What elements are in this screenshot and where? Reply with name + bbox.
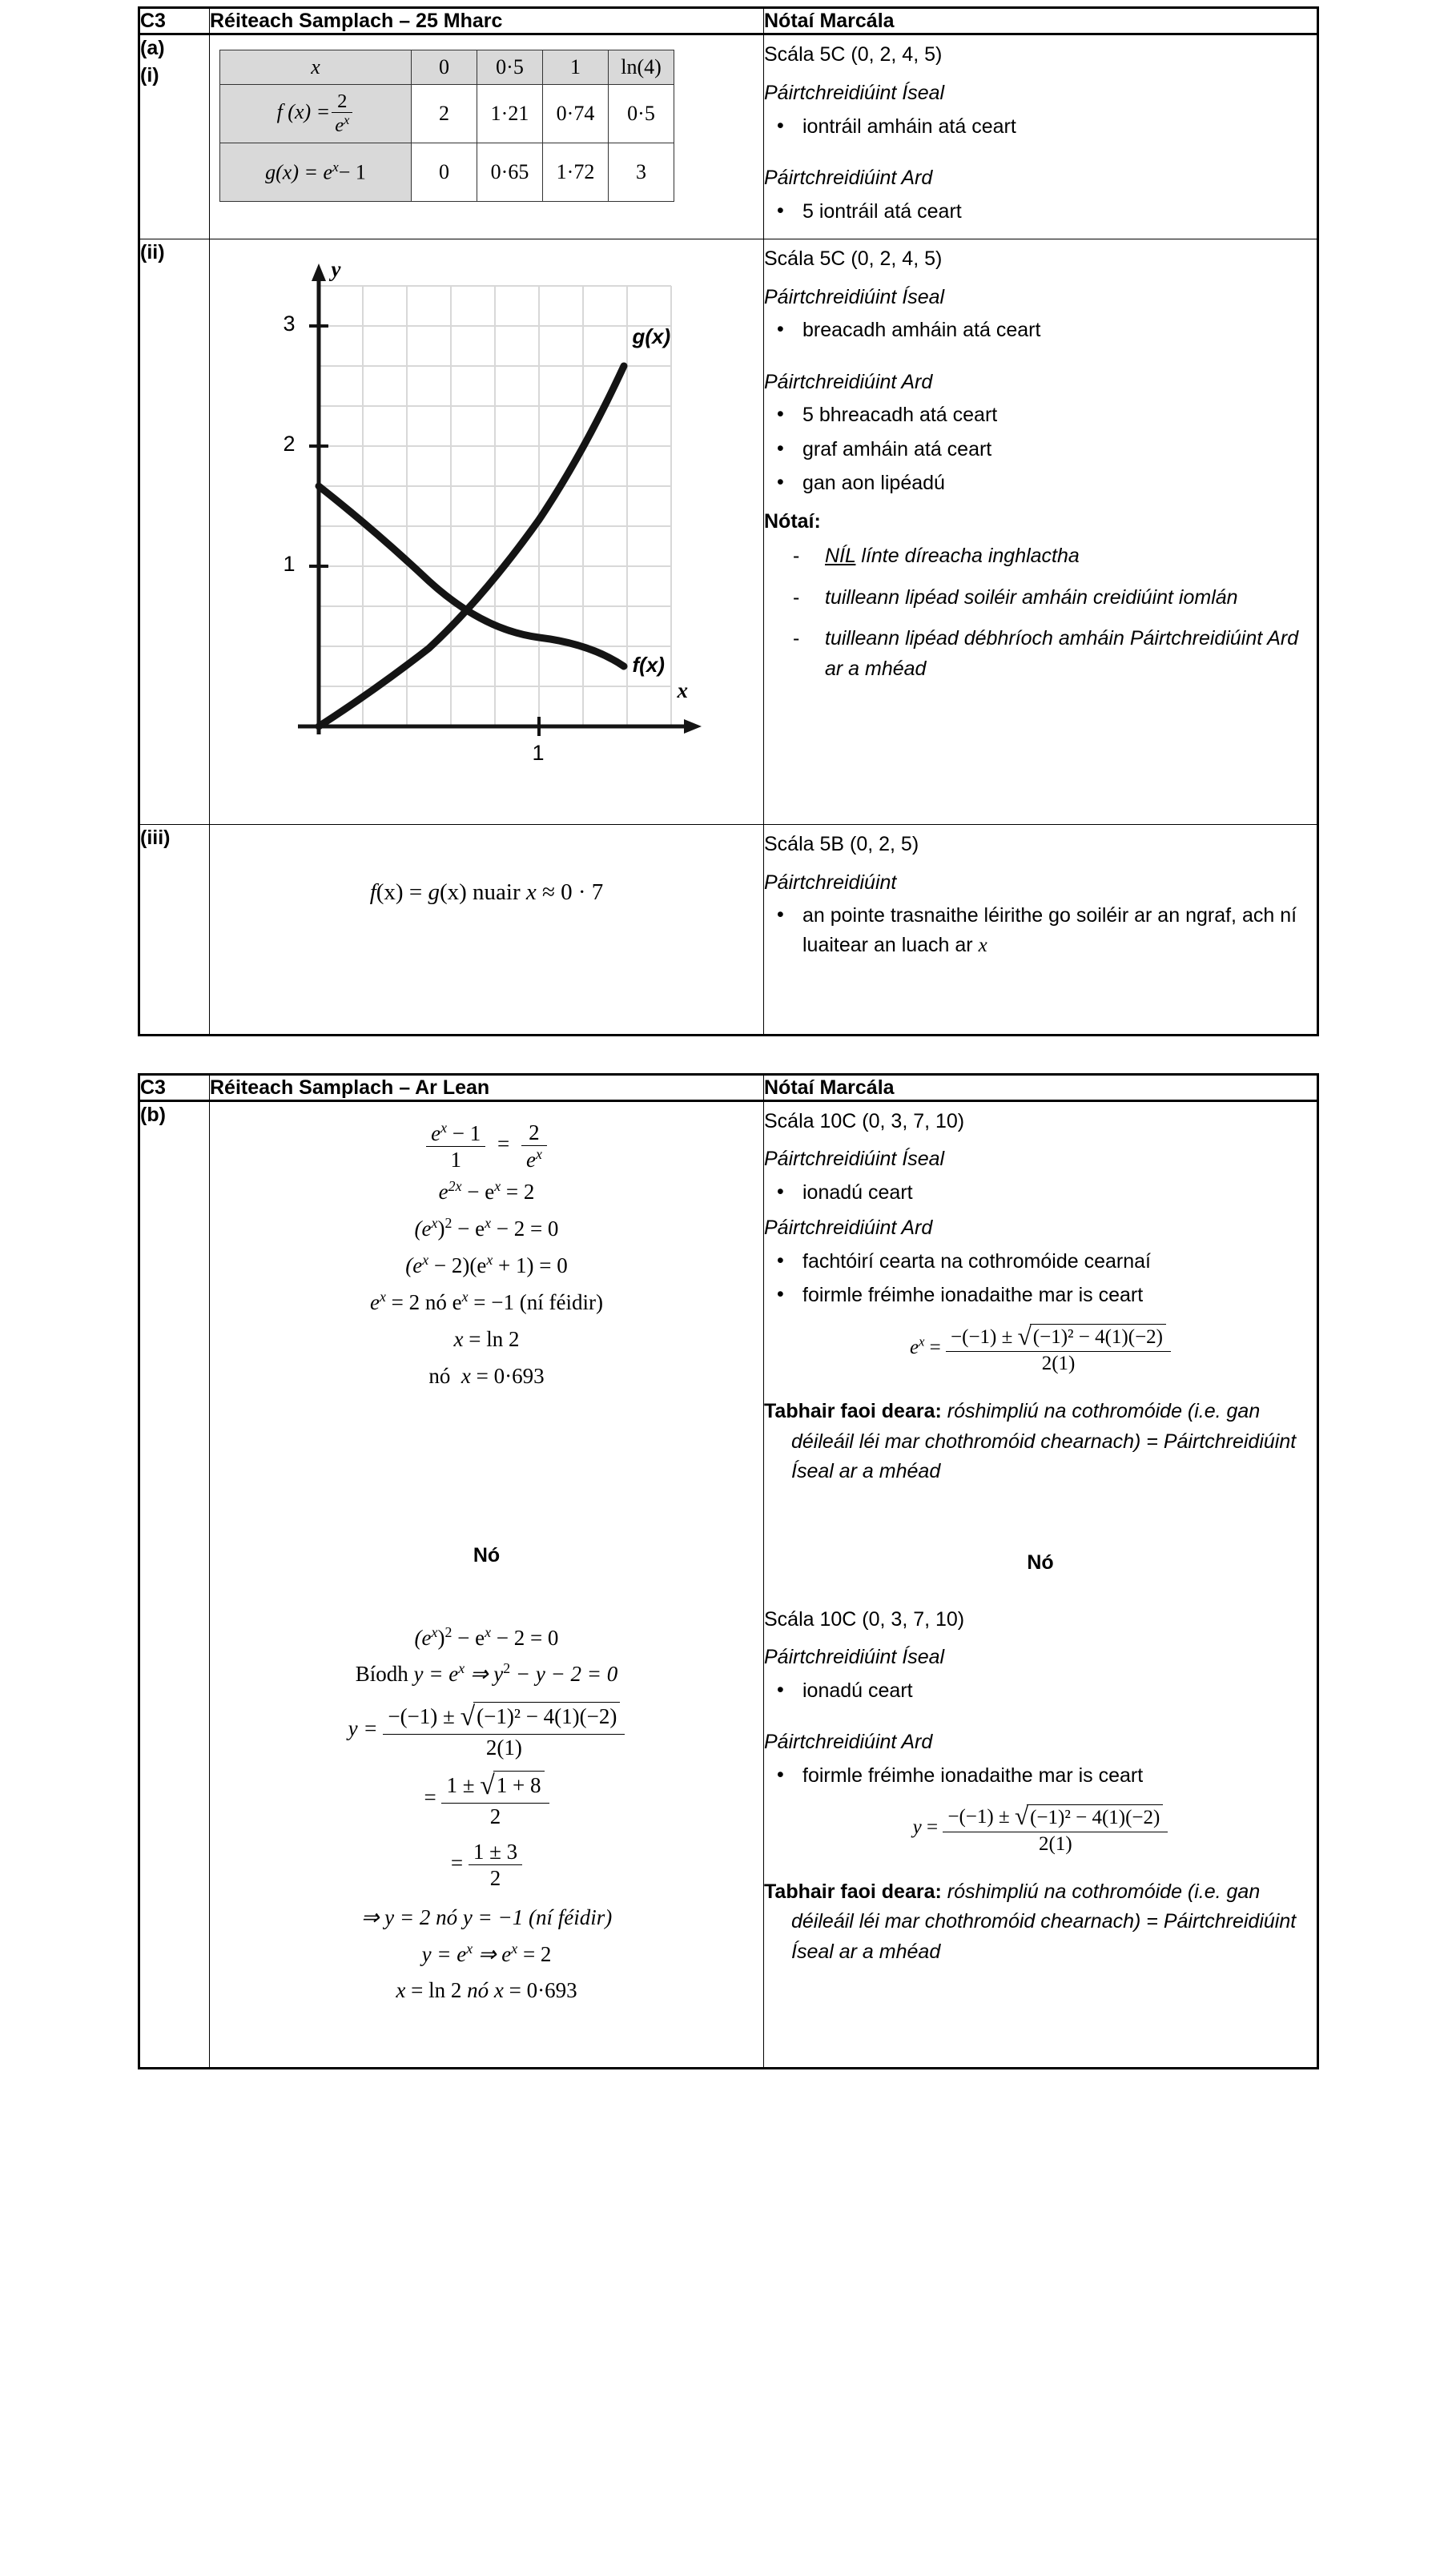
document-page [138, 0, 1318, 2069]
l3-exp: x [431, 1215, 438, 1232]
f-den-exp: x [344, 111, 350, 127]
m3-fraction [383, 1701, 625, 1760]
m5-lhs: = [450, 1851, 464, 1876]
m2-b: ⇒ y [465, 1662, 504, 1687]
eq-of-x-2: (x) [439, 879, 467, 905]
formula2-denominator: 2(1) [943, 1832, 1168, 1856]
m2-c: − y − 2 = 0 [510, 1662, 618, 1687]
l6-rest: = ln 2 [463, 1326, 520, 1351]
notes-heading: Nótaí: [764, 510, 821, 533]
rhs-denominator [521, 1145, 547, 1172]
l4-exp2: x [486, 1252, 493, 1269]
l5-b: = 2 nó e [385, 1290, 462, 1314]
equation-line [210, 875, 763, 911]
equation-line: ⇒ y = 2 nó y = −1 (ní féidir) [360, 1904, 613, 1929]
equation-line [764, 1321, 1317, 1377]
notes-dash-list [764, 541, 1317, 684]
y-tick-label-3: 3 [283, 311, 296, 336]
l3-a: (e [414, 1217, 432, 1241]
g-value-05: 0·65 [477, 143, 543, 202]
y-axis-label: y [331, 256, 341, 281]
m2-word: Bíodh [355, 1662, 414, 1687]
equation-line [210, 1213, 763, 1246]
row-label-a-ii [139, 239, 210, 824]
equation-line [210, 1249, 763, 1283]
rhs-fraction [521, 1120, 547, 1173]
m3-numerator [383, 1701, 625, 1734]
equation-line [210, 1658, 763, 1691]
lhs-fraction [426, 1120, 485, 1173]
eq-approx-value: ≈ 0 · 7 [536, 879, 604, 905]
f-value-0: 2 [412, 85, 477, 143]
lhs-num-exp: x [440, 1119, 448, 1136]
row-b [139, 1100, 1318, 2069]
l7-rest: = 0·693 [470, 1363, 545, 1388]
marking-scheme-table-1 [138, 6, 1319, 1036]
m8-x1: x [396, 1978, 406, 2003]
high-partial-credit-list-a-i [764, 197, 1317, 226]
bullet-text: an pointe trasnaithe léirithe go soiléir ar an ngraf, ach ní luaitear an luach ar [802, 904, 1297, 956]
m8-a: = ln 2 [405, 1978, 468, 2003]
eq-x: x [525, 879, 537, 905]
m4-denominator: 2 [441, 1803, 549, 1829]
l5-a: e [370, 1290, 380, 1314]
scale-text-a-i: Scála 5C (0, 2, 4, 5) [764, 43, 943, 66]
equation-a-iii [210, 825, 763, 911]
sqrt-icon: √ [460, 1702, 476, 1732]
value-table-row-f [220, 85, 674, 143]
notes-cell-a-i [764, 34, 1318, 239]
equation-line [210, 1938, 763, 1972]
equals-sign: = [497, 1132, 510, 1156]
g-lhs: g(x) = e [265, 160, 333, 184]
l3-d: − 2 = 0 [490, 1217, 559, 1241]
scale-text-b-1: Scála 10C (0, 3, 7, 10) [764, 1109, 965, 1132]
f-value-ln4: 0·5 [609, 85, 674, 143]
header-code-2: C3 [139, 1074, 210, 1100]
header-notes-title: Nótaí Marcála [764, 8, 1318, 34]
m1-exp3: x [485, 1623, 491, 1640]
l4-exp: x [422, 1252, 429, 1269]
m5-numerator: 1 ± 3 [473, 1840, 518, 1864]
f-den-e: e [335, 115, 344, 137]
l2-e: e [438, 1180, 448, 1205]
x-tick-label-1: 1 [532, 740, 545, 765]
m1-b: ) [437, 1625, 445, 1650]
g-value-ln4: 3 [609, 143, 674, 202]
eq-word-nuair: nuair [466, 879, 526, 905]
f-value-05: 1·21 [477, 85, 543, 143]
formula-b-1 [764, 1315, 1317, 1377]
table-1-header-row [139, 8, 1318, 34]
low-partial-credit-title-b-1: Páirtchreidiúint Íseal [764, 1148, 945, 1171]
value-table-header-row [220, 50, 674, 85]
m8-no: nó [467, 1978, 489, 2003]
low-partial-credit-list-a-i [764, 112, 1317, 141]
high-partial-credit-title-b-2: Páirtchreidiúint Ard [764, 1731, 933, 1754]
row-a-ii [139, 239, 1318, 824]
l3-c: − e [452, 1217, 485, 1241]
equation-line [210, 1360, 763, 1394]
formula2-equals: = [921, 1816, 939, 1839]
header-x-0: 0 [412, 50, 477, 85]
formula2-numerator [943, 1801, 1168, 1832]
formula-num-prefix: −(−1) ± [951, 1325, 1013, 1348]
high-partial-credit-title-a-ii: Páirtchreidiúint Ard [764, 370, 933, 393]
header-x-ln4: ln(4) [609, 50, 674, 85]
list-item: • foirmle fréimhe ionadaithe mar is ceart [775, 1281, 1317, 1309]
scale-text-a-ii: Scála 5C (0, 2, 4, 5) [764, 247, 943, 270]
lhs-denominator: 1 [426, 1146, 485, 1172]
f-value-1: 0·74 [543, 85, 609, 143]
low-partial-credit-title-a-ii: Páirtchreidiúint Íseal [764, 285, 945, 308]
header-solution-title-2: Réiteach Samplach – Ar Lean [210, 1074, 764, 1100]
marking-scheme-table-2 [138, 1073, 1319, 2070]
equation-line [210, 1323, 763, 1357]
formula-fraction [946, 1321, 1171, 1377]
list-item [775, 901, 1317, 960]
m8-b: = 0·693 [503, 1978, 577, 2003]
formula-lhs-exp: x [919, 1333, 925, 1349]
header-x-1: 1 [543, 50, 609, 85]
y-axis-arrowhead [312, 263, 326, 281]
header-x-05: 0·5 [477, 50, 543, 85]
header-solution-title: Réiteach Samplach – 25 Mharc [210, 8, 764, 34]
m8-x2: x [489, 1978, 504, 2003]
dash-item-rest: línte díreacha inghlactha [855, 545, 1080, 567]
list-item: • 5 iontráil atá ceart [775, 197, 1317, 226]
m4-lhs: = [424, 1785, 436, 1810]
m1-exp: x [431, 1623, 438, 1640]
row-label-a-iii [139, 824, 210, 1035]
f-lhs: f (x) = [276, 99, 331, 123]
m1-exp2: 2 [444, 1623, 452, 1640]
l6-x: x [453, 1326, 464, 1351]
m3-denominator: 2(1) [383, 1734, 625, 1760]
row-a-iii [139, 824, 1318, 1035]
lhs-num-e: e [431, 1120, 441, 1145]
list-item: • fachtóirí cearta na cothromóide cearnaí [775, 1247, 1317, 1276]
notes-cell-a-iii [764, 824, 1318, 1035]
list-item: • breacadh amháin atá ceart [775, 316, 1317, 344]
m4-numerator [441, 1770, 549, 1803]
bullet-var-x: x [978, 934, 987, 956]
rhs-numerator: 2 [529, 1120, 540, 1144]
m3-num-prefix: −(−1) ± [388, 1704, 455, 1729]
m4-fraction [441, 1770, 549, 1829]
work-cell-b [210, 1100, 764, 2069]
tfd-label: Tabhair faoi deara: [764, 1400, 947, 1423]
scale-text-b-2: Scála 10C (0, 3, 7, 10) [764, 1607, 965, 1631]
formula-b-2 [764, 1795, 1317, 1856]
list-item: - tuilleann lipéad débhríoch amháin Páirtchreidiúint Ard ar a mhéad [788, 624, 1317, 684]
eq-f: f [369, 879, 376, 905]
equation-line [210, 1839, 763, 1892]
list-item [788, 541, 1317, 572]
high-partial-credit-title-a-i: Páirtchreidiúint Ard [764, 166, 933, 189]
equation-line [210, 1176, 763, 1209]
l4-a: (e [405, 1253, 423, 1278]
m3-lhs: y = [348, 1716, 378, 1741]
method-1-working [210, 1102, 763, 1394]
m7-exp2: x [511, 1940, 518, 1957]
formula-radicand: (−1)² − 4(1)(−2) [1030, 1324, 1166, 1349]
notes-cell-b [764, 1100, 1318, 2069]
row-a-i [139, 34, 1318, 239]
m7-a: y = e [421, 1941, 467, 1966]
high-partial-credit-list-b-2 [764, 1761, 1317, 1790]
g-value-0: 0 [412, 143, 477, 202]
y-tick-label-2: 2 [283, 431, 296, 456]
tfd-label: Tabhair faoi deara: [764, 1880, 947, 1903]
g-exp: x [332, 159, 339, 175]
curve-label-g: g(x) [632, 324, 671, 348]
formula-lhs-e: e [909, 1336, 919, 1358]
curve-g-of-x [319, 366, 624, 726]
list-item: - tuilleann lipéad soiléir amháin creidiúint iomlán [788, 583, 1317, 613]
table-2-header-row [139, 1074, 1318, 1100]
l5-exp: x [380, 1289, 386, 1305]
formula2-fraction [943, 1801, 1168, 1856]
row-label-a-i [139, 34, 210, 239]
l2-rest: − e [461, 1180, 495, 1205]
m4-radicand: 1 + 8 [493, 1771, 545, 1798]
work-cell-a-iii [210, 824, 764, 1035]
low-partial-credit-list-a-ii [764, 316, 1317, 344]
label-iii: (iii) [140, 826, 171, 849]
list-item: • ionadú ceart [775, 1178, 1317, 1207]
m7-b: ⇒ e [473, 1941, 512, 1966]
value-table-row-g [220, 143, 674, 202]
l2-tail: = 2 [501, 1180, 535, 1205]
l2-exp: 2x [448, 1178, 462, 1195]
label-b: (b) [140, 1103, 166, 1126]
list-item: • gan aon lipéadú [775, 469, 1317, 497]
curve-label-f: f(x) [632, 652, 665, 677]
partial-credit-title-a-iii: Páirtchreidiúint [764, 871, 897, 894]
header-code: C3 [139, 8, 210, 34]
m1-c: − e [452, 1625, 485, 1650]
low-partial-credit-list-b-2 [764, 1676, 1317, 1705]
work-cell-a-ii [210, 239, 764, 824]
list-item: • iontráil amháin atá ceart [775, 112, 1317, 141]
m1-d: − 2 = 0 [490, 1625, 559, 1650]
l7-no: nó [428, 1363, 451, 1388]
sqrt-icon: √ [1014, 1802, 1029, 1831]
equation-line [210, 1286, 763, 1320]
eq-equals: = [403, 879, 428, 905]
note-tabhair-faoi-deara-2 [764, 1877, 1317, 1968]
m1-a: (e [414, 1625, 432, 1650]
function-f-definition [220, 85, 412, 143]
dash-item-underlined: NÍL [825, 545, 856, 567]
high-partial-credit-title-b-1: Páirtchreidiúint Ard [764, 1217, 933, 1240]
l5-c: = −1 (ní féidir) [468, 1290, 603, 1314]
rhs-den-e: e [525, 1148, 536, 1172]
label-ii: (ii) [140, 240, 165, 263]
m7-exp: x [466, 1940, 473, 1957]
label-a: (a) [140, 37, 165, 59]
alternative-notes-divider: Nó [1027, 1550, 1054, 1574]
equation-line [764, 1801, 1317, 1856]
l3-exp2: 2 [444, 1215, 452, 1232]
note-tabhair-faoi-deara-1 [764, 1397, 1317, 1487]
l4-b: − 2)(e [428, 1253, 487, 1278]
high-partial-credit-list-b-1 [764, 1247, 1317, 1310]
l7-x: x [461, 1363, 471, 1388]
equation-line [210, 1120, 763, 1173]
m7-c: = 2 [517, 1941, 552, 1966]
m4-num-prefix: 1 ± [446, 1773, 475, 1798]
equation-line [210, 1622, 763, 1655]
formula2-radicand: (−1)² − 4(1)(−2) [1027, 1804, 1163, 1830]
scale-text-a-iii: Scála 5B (0, 2, 5) [764, 832, 919, 855]
tfd-body: róshimpliú na cothromóide (i.e. gan déileáil léi mar chothromóid chearnach) = Páirtchreidiúint Íseal ar a mhéad [791, 1400, 1297, 1483]
lhs-num-tail: − 1 [447, 1120, 481, 1145]
formula2-lhs-y: y [912, 1816, 922, 1839]
l5-exp2: x [461, 1289, 469, 1305]
function-g-definition [220, 143, 412, 202]
header-x: x [220, 50, 412, 85]
high-partial-credit-list-a-ii [764, 400, 1317, 497]
m5-denominator: 2 [469, 1864, 522, 1891]
lhs-numerator [426, 1120, 485, 1146]
f-denominator [332, 112, 352, 136]
method-2-working [210, 1622, 763, 2009]
m5-fraction [469, 1839, 522, 1892]
notes-cell-a-ii [764, 239, 1318, 824]
equation-line [210, 1974, 763, 2008]
m2-exp2: 2 [503, 1660, 511, 1677]
equation-line [210, 1701, 763, 1760]
g-tail: − 1 [338, 160, 366, 184]
header-notes-title-2: Nótaí Marcála [764, 1074, 1318, 1100]
f-fraction [332, 91, 352, 136]
f-numerator: 2 [337, 90, 348, 112]
x-axis-label: x [677, 678, 688, 702]
m2-a: = e [423, 1662, 459, 1687]
list-item: • 5 bhreacadh atá ceart [775, 400, 1317, 429]
sqrt-icon: √ [480, 1771, 495, 1801]
list-item: • foirmle fréimhe ionadaithe mar is ceart [775, 1761, 1317, 1790]
tfd-body: róshimpliú na cothromóide (i.e. gan déileáil léi mar chothromóid chearnach) = Páirtchreidiúint Íseal ar a mhéad [791, 1880, 1297, 1963]
formula-equals: = [924, 1336, 941, 1358]
m2-y: y [413, 1662, 424, 1687]
eq-of-x-1: (x) [376, 879, 404, 905]
sqrt-icon: √ [1017, 1321, 1032, 1350]
alternative-method-divider: Nó [473, 1543, 501, 1567]
low-partial-credit-title-a-i: Páirtchreidiúint Íseal [764, 81, 945, 104]
low-partial-credit-title-b-2: Páirtchreidiúint Íseal [764, 1646, 945, 1669]
y-tick-label-1: 1 [283, 551, 296, 576]
g-value-1: 1·72 [543, 143, 609, 202]
list-item: • graf amháin atá ceart [775, 435, 1317, 464]
m3-radicand: (−1)² − 4(1)(−2) [473, 1702, 620, 1729]
work-cell-a-i [210, 34, 764, 239]
function-graph [263, 254, 711, 814]
rhs-den-exp: x [535, 1146, 542, 1163]
label-i: (i) [140, 63, 159, 86]
m2-exp: x [458, 1660, 465, 1677]
low-partial-credit-list-b-1 [764, 1178, 1317, 1207]
x-axis-arrowhead [684, 719, 702, 734]
l2-exp2: x [494, 1178, 501, 1195]
l3-b: ) [437, 1217, 445, 1241]
formula-numerator [946, 1321, 1171, 1352]
list-item: • ionadú ceart [775, 1676, 1317, 1705]
curve-f-of-x [319, 486, 624, 666]
formula-denominator: 2(1) [946, 1351, 1171, 1376]
eq-g: g [428, 879, 440, 905]
equation-line [210, 1770, 763, 1829]
partial-credit-list-a-iii [764, 901, 1317, 960]
function-value-table [219, 50, 674, 202]
row-label-b [139, 1100, 210, 2069]
l4-c: + 1) = 0 [493, 1253, 568, 1278]
l3-exp3: x [485, 1215, 491, 1232]
formula2-num-prefix: −(−1) ± [947, 1806, 1010, 1828]
